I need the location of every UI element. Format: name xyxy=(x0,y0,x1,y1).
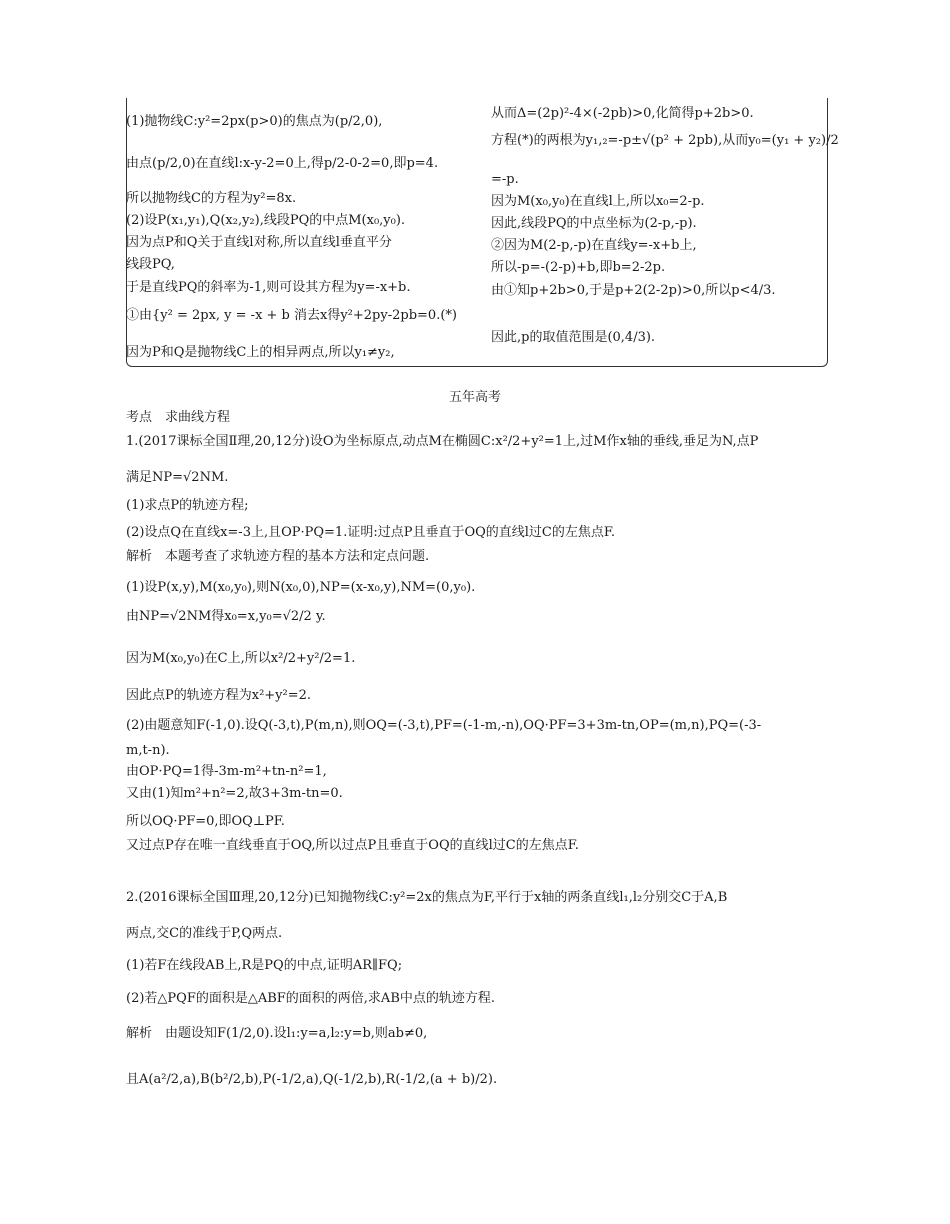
p2-line-1: 2.(2016课标全国Ⅲ理,20,12分)已知抛物线C:y²=2x的焦点为F,平行于x轴的两条直线l₁,l₂分别交C于A,B xyxy=(126,890,728,905)
p1-line-4: (2)设点Q在直线x=-3上,且OP·PQ=1.证明:过点P且垂直于OQ的直线l过C的左焦点F. xyxy=(126,525,616,540)
p1-line-5: 解析 本题考查了求轨迹方程的基本方法和定点问题. xyxy=(126,549,430,564)
box-right-line-4: 因为M(x₀,y₀)在直线l上,所以x₀=2-p. xyxy=(491,194,705,209)
p1-line-13: 又由(1)知m²+n²=2,故3+3m-tn=0. xyxy=(126,786,343,801)
box-left-line-1: (1)抛物线C:y²=2px(p>0)的焦点为(p/2,0), xyxy=(126,114,383,129)
box-right-line-2: 方程(*)的两根为y₁,₂=-p±√(p² + 2pb),从而y₀=(y₁ + y₂)/2 xyxy=(491,133,839,148)
p1-line-7: 由NP=√2NM得x₀=x,y₀=√2/2 y. xyxy=(126,609,326,624)
box-left-line-4: (2)设P(x₁,y₁),Q(x₂,y₂),线段PQ的中点M(x₀,y₀). xyxy=(126,213,406,228)
topic-heading: 考点 求曲线方程 xyxy=(126,410,231,425)
p1-line-8: 因为M(x₀,y₀)在C上,所以x²/2+y²/2=1. xyxy=(126,651,356,666)
p1-line-12: 由OP·PQ=1得-3m-m²+tn-n²=1, xyxy=(126,764,327,779)
p2-line-4: (2)若△PQF的面积是△ABF的面积的两倍,求AB中点的轨迹方程. xyxy=(126,991,496,1006)
p2-line-3: (1)若F在线段AB上,R是PQ的中点,证明AR∥FQ; xyxy=(126,958,403,973)
box-right-line-7: 所以-p=-(2-p)+b,即b=2-2p. xyxy=(491,260,666,275)
box-right-line-5: 因此,线段PQ的中点坐标为(2-p,-p). xyxy=(491,216,697,231)
box-left-line-7: 于是直线PQ的斜率为-1,则可设其方程为y=-x+b. xyxy=(126,280,411,295)
box-right-line-3: =-p. xyxy=(491,172,519,187)
box-left-line-5: 因为点P和Q关于直线l对称,所以直线l垂直平分 xyxy=(126,235,392,250)
p2-line-2: 两点,交C的准线于P,Q两点. xyxy=(126,926,283,941)
box-right-line-8: 由①知p+2b>0,于是p+2(2-2p)>0,所以p<4/3. xyxy=(491,283,776,298)
p2-line-6: 且A(a²/2,a),B(b²/2,b),P(-1/2,a),Q(-1/2,b),R(-1/2,(a + b)/2). xyxy=(126,1072,498,1087)
box-left-line-6: 线段PQ, xyxy=(126,257,175,272)
p1-line-2: 满足NP=√2NM. xyxy=(126,470,229,485)
box-left-line-8: ①由{y² = 2px, y = -x + b 消去x得y²+2py-2pb=0.(*) xyxy=(126,308,457,323)
p1-line-9: 因此点P的轨迹方程为x²+y²=2. xyxy=(126,688,312,703)
p1-line-6: (1)设P(x,y),M(x₀,y₀),则N(x₀,0),NP=(x-x₀,y),NM=(0,y₀). xyxy=(126,580,476,595)
section-title: 五年高考 xyxy=(448,390,501,405)
p1-line-11: m,t-n). xyxy=(126,743,170,758)
p1-line-10: (2)由题意知F(-1,0).设Q(-3,t),P(m,n),则OQ=(-3,t),PF=(-1-m,-n),OQ·PF=3+3m-tn,OP=(m,n),PQ=(-3- xyxy=(126,718,762,733)
box-right-line-1: 从而Δ=(2p)²-4×(-2pb)>0,化简得p+2b>0. xyxy=(491,106,754,121)
box-left-line-3: 所以抛物线C的方程为y²=8x. xyxy=(126,191,297,206)
box-left-line-2: 由点(p/2,0)在直线l:x-y-2=0上,得p/2-0-2=0,即p=4. xyxy=(126,156,439,171)
box-left-line-9: 因为P和Q是抛物线C上的相异两点,所以y₁≠y₂, xyxy=(126,345,395,360)
p1-line-14: 所以OQ·PF=0,即OQ⊥PF. xyxy=(126,814,285,829)
box-right-line-6: ②因为M(2-p,-p)在直线y=-x+b上, xyxy=(491,238,697,253)
p1-line-1: 1.(2017课标全国Ⅱ理,20,12分)设O为坐标原点,动点M在椭圆C:x²/2+y²=1上,过M作x轴的垂线,垂足为N,点P xyxy=(126,434,759,449)
p1-line-15: 又过点P存在唯一直线垂直于OQ,所以过点P且垂直于OQ的直线l过C的左焦点F. xyxy=(126,838,579,853)
box-right-line-9: 因此,p的取值范围是(0,4/3). xyxy=(491,330,656,345)
p1-line-3: (1)求点P的轨迹方程; xyxy=(126,498,249,513)
p2-line-5: 解析 由题设知F(1/2,0).设l₁:y=a,l₂:y=b,则ab≠0, xyxy=(126,1026,428,1041)
